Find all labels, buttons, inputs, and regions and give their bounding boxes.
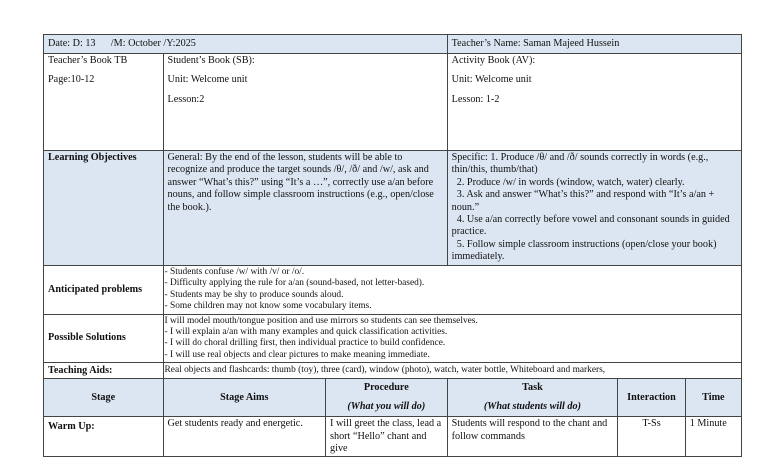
students-book-cell bbox=[163, 54, 447, 151]
activity-book-cell bbox=[447, 54, 741, 151]
lesson-plan-table bbox=[43, 34, 742, 457]
sb-title: Student’s Book (SB): bbox=[167, 55, 255, 66]
specific-objective-5: 5. Follow simple classroom instructions (open/close your book) immediately. bbox=[451, 238, 720, 263]
stage-time: 1 Minute bbox=[685, 417, 741, 457]
header-row bbox=[44, 35, 742, 54]
sb-unit: Unit: Welcome unit bbox=[167, 74, 248, 86]
specific-objective-2: 2. Produce /w/ in words (window, watch, water) clearly. bbox=[451, 176, 685, 188]
task-header bbox=[447, 379, 618, 417]
solution-item: - I will use real objects and clear pictures to make meaning immediate. bbox=[164, 349, 430, 360]
sb-lesson: Lesson:2 bbox=[167, 93, 205, 105]
tb-title: Teacher’s Book TB bbox=[48, 55, 128, 66]
books-row bbox=[44, 54, 742, 151]
specific-objective-1: Specific: 1. Produce /θ/ and /ð/ sounds correctly in words (e.g., thin/this, thumb/that) bbox=[451, 152, 711, 176]
stage-row bbox=[44, 417, 742, 457]
tb-page: Page:10-12 bbox=[48, 74, 95, 86]
procedure-subtitle: (What you will do) bbox=[347, 400, 426, 412]
solution-item: - I will explain a/an with many examples and quick classification activities. bbox=[164, 327, 448, 338]
stage-header-row bbox=[44, 379, 742, 417]
specific-objective-4: 4. Use a/an correctly before vowel and consonant sounds in guided practice. bbox=[451, 214, 733, 238]
problems-row bbox=[44, 266, 742, 315]
stage-name: Warm Up: bbox=[44, 417, 164, 457]
objectives-row bbox=[44, 151, 742, 266]
objectives-label: Learning Objectives bbox=[44, 151, 164, 266]
general-objective: General: By the end of the lesson, students will be able to recognize and produce the target sounds /θ/, /ð/ and /w/, ask and answer “What’s this?” using “It’s a …”, correctly use a/an before nouns, and follow simple classroom instructions (e.g., open/close the book.). bbox=[163, 151, 447, 266]
aids-text: Real objects and flashcards: thumb (toy), three (card), window (photo), watch, water bottle, Whiteboard and markers, bbox=[163, 363, 741, 379]
specific-objective-3: 3. Ask and answer “What’s this?” and respond with “It’s a/an + noun.” bbox=[451, 189, 717, 213]
task-subtitle: (What students will do) bbox=[483, 400, 581, 412]
aids-row bbox=[44, 363, 742, 379]
ab-lesson: Lesson: 1-2 bbox=[451, 93, 500, 105]
task-title: Task bbox=[522, 382, 543, 394]
stage-procedure: I will greet the class, lead a short “Hello” chant and give bbox=[326, 417, 448, 457]
ab-unit: Unit: Welcome unit bbox=[451, 74, 532, 86]
date-cell: Date: D: 13 /M: October /Y:2025 bbox=[44, 35, 448, 54]
teacher-name-cell: Teacher’s Name: Saman Majeed Hussein bbox=[447, 35, 741, 54]
problem-item: - Students may be shy to produce sounds aloud. bbox=[164, 289, 344, 300]
solutions-row bbox=[44, 314, 742, 363]
time-header: Time bbox=[685, 379, 741, 417]
solution-item: - I will do choral drilling first, then individual practice to build confidence. bbox=[164, 338, 446, 349]
ab-title: Activity Book (AV): bbox=[451, 55, 536, 66]
solutions-list bbox=[163, 314, 741, 363]
problem-item: - Students confuse /w/ with /v/ or /o/. bbox=[164, 267, 305, 277]
stage-aims-header: Stage Aims bbox=[163, 379, 325, 417]
stage-task: Students will respond to the chant and follow commands bbox=[447, 417, 618, 457]
problem-item: - Difficulty applying the rule for a/an (sound-based, not letter-based). bbox=[164, 278, 425, 289]
teachers-book-cell bbox=[44, 54, 164, 151]
problem-item: - Some children may not know some vocabulary items. bbox=[164, 301, 372, 312]
stage-interaction: T-Ss bbox=[618, 417, 685, 457]
interaction-header: Interaction bbox=[618, 379, 685, 417]
procedure-title: Procedure bbox=[363, 382, 409, 394]
problems-list bbox=[163, 266, 741, 315]
problems-label: Anticipated problems bbox=[44, 266, 164, 315]
solutions-label: Possible Solutions bbox=[44, 314, 164, 363]
solution-item: I will model mouth/tongue position and use mirrors so students can see themselves. bbox=[164, 315, 478, 326]
specific-objectives bbox=[447, 151, 741, 266]
procedure-header bbox=[326, 379, 448, 417]
aids-label: Teaching Aids: bbox=[44, 363, 164, 379]
stage-aims: Get students ready and energetic. bbox=[163, 417, 325, 457]
stage-header: Stage bbox=[44, 379, 164, 417]
